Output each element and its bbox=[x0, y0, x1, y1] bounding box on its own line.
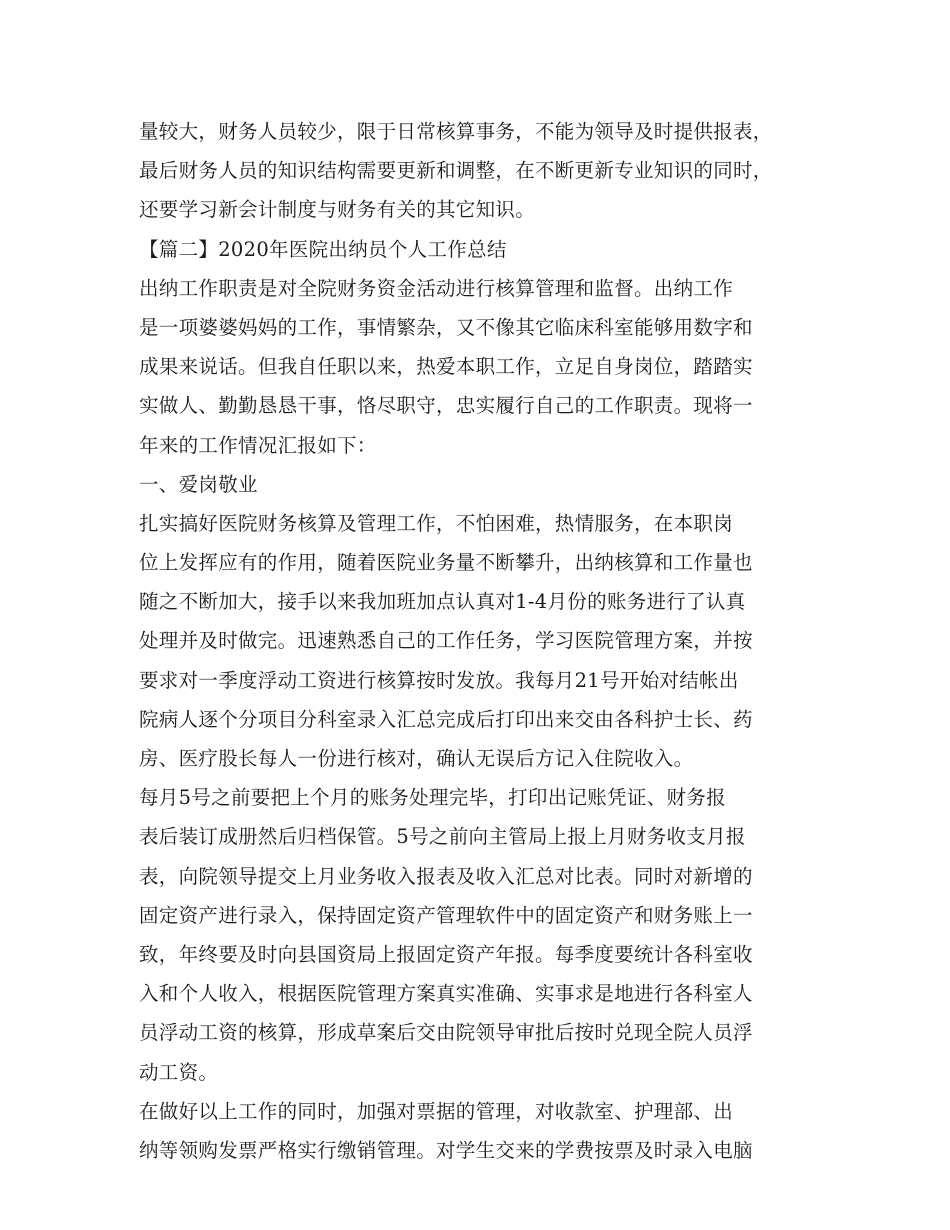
text-line: 院病人逐个分项目分科室录入汇总完成后打印出来交由各科护士长、药 bbox=[139, 707, 753, 731]
text-line: 量较大，财务人员较少，限于日常核算事务，不能为领导及时提供报表， bbox=[139, 120, 773, 143]
text-line: 成果来说话。但我自任职以来，热爱本职工作，立足自身岗位，踏踏实 bbox=[139, 355, 753, 379]
text-line: 位上发挥应有的作用，随着医院业务量不断攀升，出纳核算和工作量也 bbox=[139, 551, 753, 575]
text-line: 在做好以上工作的同时，加强对票据的管理，对收款室、护理部、出 bbox=[139, 1099, 734, 1123]
text-line: 实做人、勤勤恳恳干事，恪尽职守，忠实履行自己的工作职责。现将一 bbox=[139, 394, 753, 418]
text-line: 每月5号之前要把上个月的账务处理完毕，打印出记账凭证、财务报 bbox=[139, 786, 726, 810]
document-body bbox=[139, 112, 839, 1170]
text-line: 年来的工作情况汇报如下： bbox=[139, 433, 377, 457]
text-line: 要求对一季度浮动工资进行核算按时发放。我每月21号开始对结帐出 bbox=[139, 668, 739, 692]
text-line: 还要学习新会计制度与财务有关的其它知识。 bbox=[139, 198, 536, 222]
text-line: 表，向院领导提交上月业务收入报表及收入汇总对比表。同时对新增的 bbox=[139, 864, 753, 888]
text-line: 处理并及时做完。迅速熟悉自己的工作任务，学习医院管理方案，并按 bbox=[139, 629, 753, 653]
subsection-heading: 一、爱岗敬业 bbox=[139, 472, 258, 496]
text-line: 入和个人收入，根据医院管理方案真实准确、实事求是地进行各科室人 bbox=[139, 982, 753, 1006]
text-line: 动工资。 bbox=[139, 1060, 219, 1084]
text-line: 表后装订成册然后归档保管。5号之前向主管局上报上月财务收支月报 bbox=[139, 825, 746, 849]
section-heading: 【篇二】2020年医院出纳员个人工作总结 bbox=[139, 237, 507, 261]
text-line: 扎实搞好医院财务核算及管理工作，不怕困难，热情服务，在本职岗 bbox=[139, 511, 734, 535]
text-line: 固定资产进行录入，保持固定资产管理软件中的固定资产和财务账上一 bbox=[139, 903, 753, 927]
text-line: 房、医疗股长每人一份进行核对，确认无误后方记入住院收入。 bbox=[139, 747, 694, 770]
text-line: 随之不断加大，接手以来我加班加点认真对1-4月份的账务进行了认真 bbox=[139, 590, 746, 614]
text-line: 最后财务人员的知识结构需要更新和调整，在不断更新专业知识的同时， bbox=[139, 159, 773, 183]
text-line: 出纳工作职责是对全院财务资金活动进行核算管理和监督。出纳工作 bbox=[139, 276, 734, 300]
text-line: 员浮动工资的核算，形成草案后交由院领导审批后按时兑现全院人员浮 bbox=[139, 1021, 753, 1045]
text-line: 致，年终要及时向县国资局上报固定资产年报。每季度要统计各科室收 bbox=[139, 942, 753, 966]
text-line: 是一项婆婆妈妈的工作，事情繁杂，又不像其它临床科室能够用数字和 bbox=[139, 315, 753, 339]
text-line: 纳等领购发票严格实行缴销管理。对学生交来的学费按票及时录入电脑 bbox=[139, 1138, 753, 1162]
